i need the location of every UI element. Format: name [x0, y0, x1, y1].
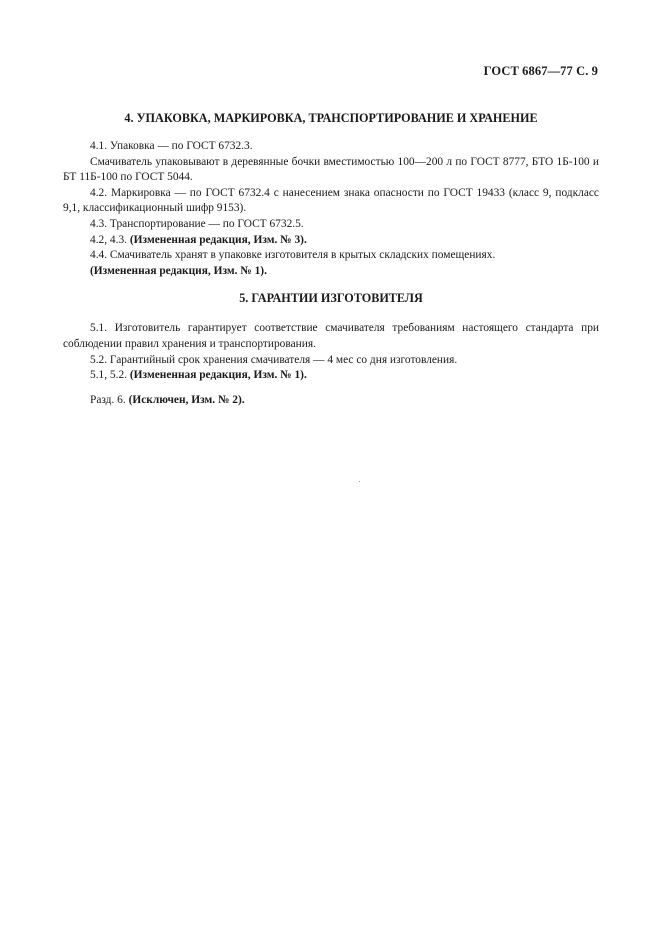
- clause-4-3: 4.3. Транспортирование — по ГОСТ 6732.5.: [90, 217, 304, 230]
- amendment-text: (Измененная редакция, Изм. № 3).: [129, 233, 307, 246]
- amendment-text: (Измененная редакция, Изм. № 1).: [129, 369, 307, 382]
- clause-5-1: 5.1. Изготовитель гарантирует соответствие смачивателя требованиям настоящего стандарта при соблюдении правил хранения и транспортирования.: [63, 322, 599, 350]
- clause-5-2: 5.2. Гарантийный срок хранения смачивателя — 4 мес со дня изготовления.: [90, 353, 458, 366]
- section-ref: Разд. 6.: [90, 393, 129, 406]
- scan-speck: [359, 481, 360, 482]
- section-6-excluded-note: [63, 393, 599, 409]
- clause-4-2: 4.2. Маркировка — по ГОСТ 6732.4 с нанесением знака опасности по ГОСТ 19433 (класс 9, подкласс 9,1, классификационный шифр 9153).: [63, 186, 599, 215]
- amendment-note-5-1-5-2: [63, 368, 599, 384]
- document-body: [63, 110, 599, 408]
- amendment-ref: 4.2, 4.3.: [90, 233, 130, 246]
- clause-4-4: 4.4. Смачиватель хранят в упаковке изготовителя в крытых складских помещениях.: [90, 249, 496, 262]
- amendment-note-4-4: [63, 264, 599, 280]
- amendment-ref: 5.1, 5.2.: [90, 369, 130, 382]
- section-4-title: 4. УПАКОВКА, МАРКИРОВКА, ТРАНСПОРТИРОВАНИЕ И ХРАНЕНИЕ: [124, 111, 538, 125]
- amendment-text: (Измененная редакция, Изм. № 1).: [90, 264, 267, 277]
- clause-4-1: 4.1. Упаковка — по ГОСТ 6732.3.: [90, 140, 253, 152]
- section-5-title: 5. ГАРАНТИИ ИЗГОТОВИТЕЛЯ: [239, 291, 423, 306]
- page-header-ref: ГОСТ 6867—77 С. 9: [483, 64, 598, 78]
- clause-4-1-packaging-details: Смачиватель упаковывают в деревянные бочки вместимостью 100—200 л по ГОСТ 8777, БТО 1Б-100 и БТ 11Б-100 по ГОСТ 5044.: [63, 155, 599, 184]
- amendment-note-4-2-4-3: [63, 233, 599, 249]
- exclusion-text: (Исключен, Изм. № 2).: [128, 393, 245, 406]
